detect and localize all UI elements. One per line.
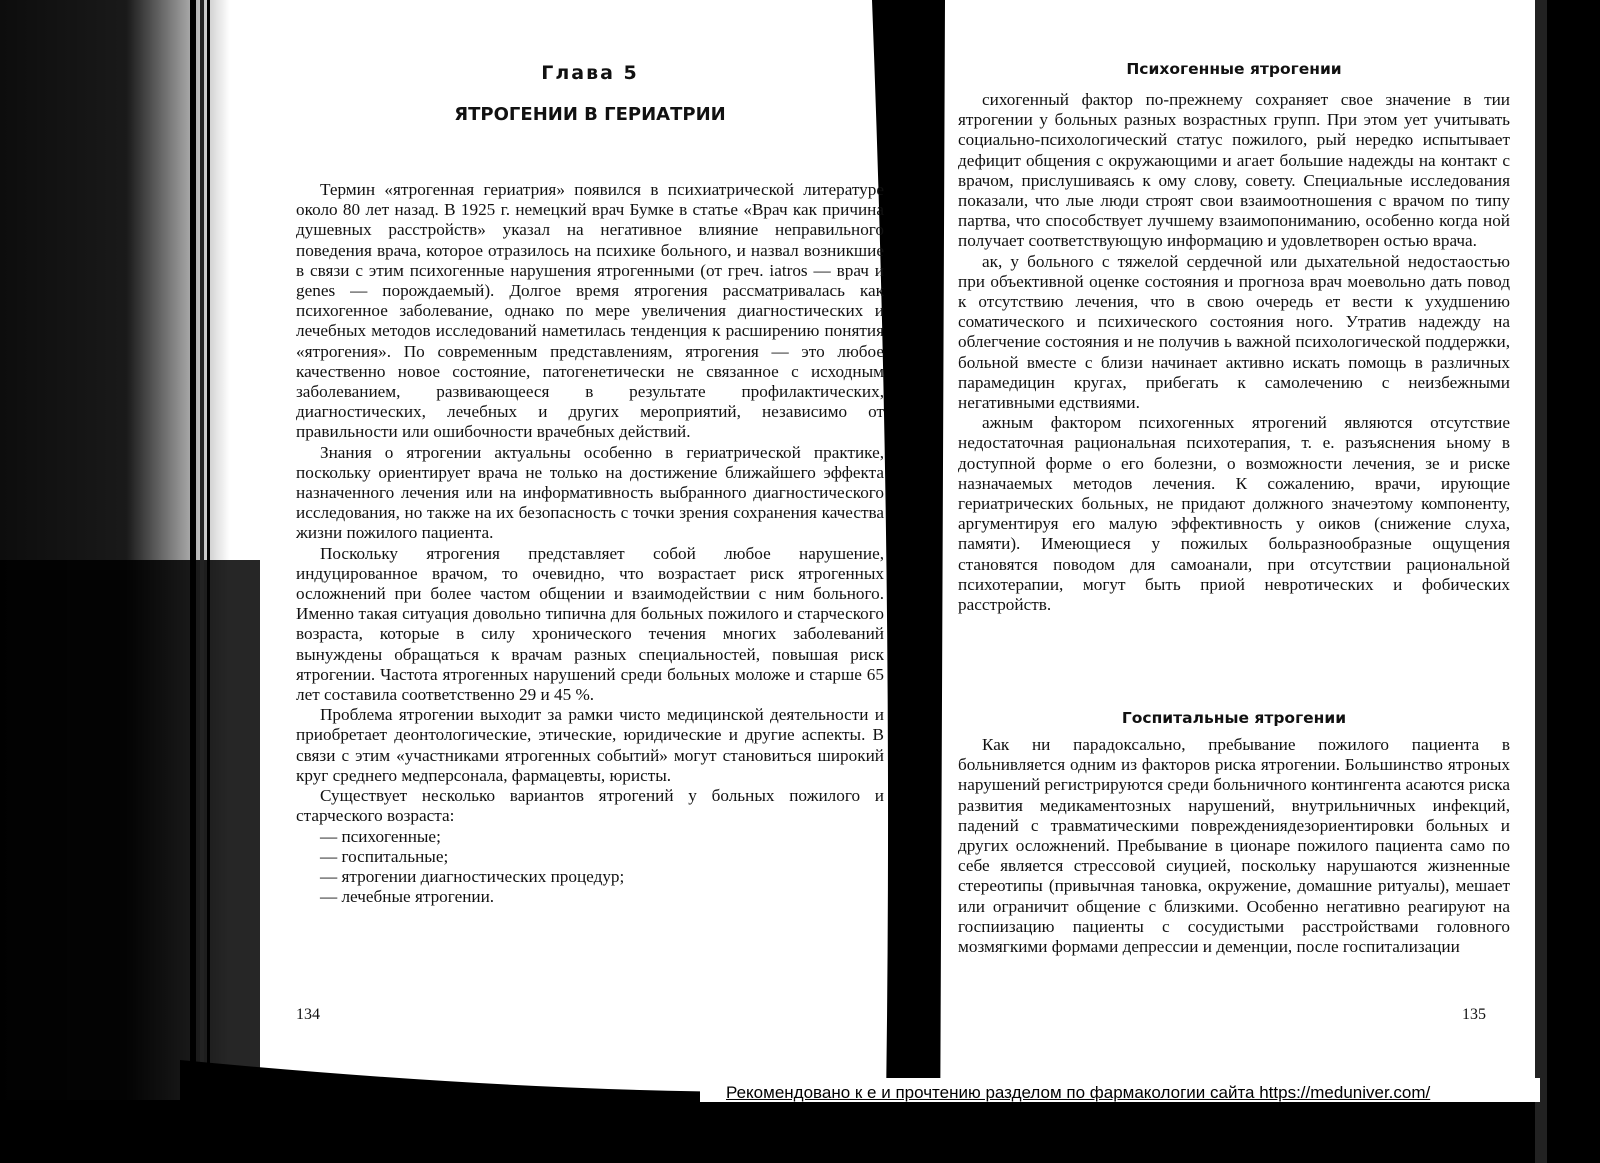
paragraph: Знания о ятрогении актуальны особенно в гериатрической практике, поскольку ориентирует врача не только на достижение ближайшего эффекта назначенного лечения или на информативность выбранного диагностического исследования, но также на их безопасность с точки зрения сохранения качества жизни пожилого пациента. [296, 442, 884, 543]
chapter-label: Глава 5 [541, 62, 639, 84]
paragraph: Как ни парадоксально, пребывание пожилого пациента в больнивляется одним из факторов риска ятрогении. Большинство ятроных нарушений регистрируются среди больничного контингента асаются риска развития медикаментозных нарушений, внутрильничных инфекций, падений с травматическими повреждениядезориентировки больных и других осложнений. Пребывание в ционаре пожилого пациента само по себе является стрессовой сиуцией, поскольку нарушаются жизненные стереотипы (привычная тановка, окружение, домашние ритуалы), мешает или ограничит общение с близкими. Особенно негативно реагируют на госпиизацию пациенты с сосудистыми расстройствами головного мозмягкими формами депрессии и деменции, после госпитализации [958, 735, 1510, 957]
watermark-link[interactable]: Рекомендовано к е и прочтению разделом по фармакологии сайта https://meduniver.com/ [726, 1083, 1431, 1102]
left-body-text [296, 180, 884, 907]
paragraph: ак, у больного с тяжелой сердечной или дыхательной недостаостью при объективной оценке состояния и прогноза врач моевольно дать повод к отсутствию лечения, что в свою очередь ет вести к ухудшению соматического и психического состояния ного. Утратив надежду на облегчение состояния и не получив ь важной психологической поддержки, больной вместе с близи начинает активно искать помощь в различных парамедицин кругах, прибегать к самолечению с неизбежными негативными едствиями. [958, 251, 1510, 413]
paragraph: Поскольку ятрогения представляет собой любое нарушение, индуцированное врачом, то очевидно, что возрастает риск ятрогенных осложнений при более частом общении и взаимодействии с ним больного. Именно такая ситуация довольно типична для больных пожилого и старческого возраста, которые в силу хронического течения многих заболеваний вынуждены обращаться к врачам разных специальностей, повышая риск ятрогении. Частота ятрогенных нарушений среди больных моложе и старше 65 лет составила соответственно 29 и 45 %. [296, 543, 884, 705]
paragraph: сихогенный фактор по-прежнему сохраняет свое значение в тии ятрогении у больных разных возрастных групп. При этом ует учитывать социально-психологический статус пожилого, рый нередко испытывает дефицит общения с окружающими и агает большие надежды на контакт с врачом, прислушиваясь к ому слову, совету. Специальные исследования показали, что лые люди строят свои взаимоотношения с врачом по типу партва, что способствует лучшему взаимопониманию, особенно когда ной получает соответствующую информацию и удовлетворен остью врача. [958, 90, 1510, 251]
list-item: — психогенные; [320, 826, 441, 846]
list-item: — лечебные ятрогении. [320, 887, 495, 907]
list-item: — ятрогении диагностических процедур; [320, 866, 625, 886]
page-number: 135 [1462, 1006, 1486, 1023]
paragraph: Проблема ятрогении выходит за рамки чисто медицинской деятельности и приобретает деонтологические, этические, юридические и другие аспекты. В связи с этим «участниками ятрогенных событий» могут становиться широкий круг среднего медперсонала, фармацевты, юристы. [296, 705, 884, 785]
list-item: — госпитальные; [320, 846, 449, 866]
section-heading: Госпитальные ятрогении [1121, 709, 1347, 727]
right-body-text [958, 735, 1510, 957]
paragraph: Существует несколько вариантов ятрогений у больных пожилого и старческого возраста: [296, 786, 884, 826]
chapter-title: ЯТРОГЕНИИ В ГЕРИАТРИИ [454, 104, 726, 125]
running-head: Психогенные ятрогении [1126, 60, 1342, 78]
paragraph: Термин «ятрогенная гериатрия» появился в психиатрической литературе около 80 лет назад. В 1925 г. немецкий врач Бумке в статье «Врач как причина душевных расстройств» указал на негативное влияние неправильного поведения врача, которое отразилось на психике больного, и назвал возникшие в связи с этим психогенные нарушения ятрогенными (от греч. iatros — врач и genes — порождаемый). Долгое время ятрогения рассматривалась как психогенное заболевание, однако по мере увеличения диагностических и лечебных методов исследований наметилась тенденция к расширению понятия «ятрогения». По современным представлениям, ятрогения — это любое качественно новое состояние, патогенетически не связанное с исходным заболеванием, развивающееся в результате профилактических, диагностических, лечебных и других мероприятий, независимо от правильности или ошибочности врачебных действий. [296, 180, 884, 442]
right-body-text [958, 90, 1510, 615]
page-number: 134 [296, 1006, 320, 1023]
paragraph: ажным фактором психогенных ятрогений являются отсутствие недостаточная рациональная психотерапия, т. е. разъяснения ьному в доступной форме о его болезни, о возможности лечения, зе и риске назначаемых методов лечения. К сожалению, врачи, ирующие гериатрических больных, не придают должного значеэтому компоненту, аргументируя его малую эффективность у оиков (снижение слуха, памяти). Имеющиеся у пожилых больразнообразные ощущения становятся поводом для самоанали, при отсутствии рациональной психотерапии, могут быть приой невротических и фобических расстройств. [958, 413, 1510, 615]
